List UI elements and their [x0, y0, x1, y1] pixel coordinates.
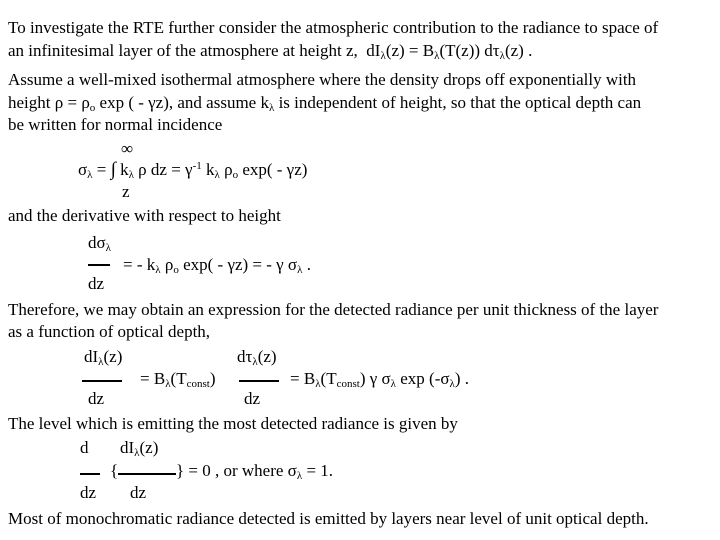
eq-part: (z)	[257, 347, 277, 366]
eq-part: exp( - γz)	[238, 160, 308, 179]
eq-part: } = 0 , or where σ	[176, 461, 297, 480]
eq-part: k	[201, 160, 215, 179]
eq-part: (z)	[139, 438, 159, 457]
radiance-contribution-equation	[366, 41, 532, 60]
eq-sub: λ	[128, 169, 134, 181]
eq-sub: λ	[449, 378, 455, 390]
eq-sub: λ	[252, 356, 258, 368]
fraction-bar	[239, 380, 279, 382]
radiance-final-term	[290, 367, 469, 390]
paragraph-4-line-1: Therefore, we may obtain an expression for the detected radiance per unit thickness of the layer	[8, 300, 659, 319]
eq-part: ) γ σ	[359, 369, 391, 388]
eq-part: ρ dz = γ	[133, 160, 193, 179]
eq-part: .	[302, 255, 311, 274]
paragraph-3-line-1: and the derivative with respect to height	[8, 206, 281, 225]
fraction-bar	[80, 473, 100, 475]
eq-part: exp( - γz) = - γ σ	[178, 255, 298, 274]
inner-derivative-numerator	[120, 436, 158, 459]
text-part: height ρ = ρ	[8, 93, 90, 112]
eq-sub: const	[336, 378, 360, 390]
eq-part: (z)	[103, 347, 123, 366]
eq-sub: λ	[155, 264, 161, 276]
eq-part: (z) .	[504, 41, 533, 60]
eq-sub: o	[232, 169, 239, 181]
eq-sup: -1	[192, 160, 202, 172]
eq-part: = B	[140, 369, 166, 388]
eq-part: ) .	[454, 369, 470, 388]
optical-depth-denominator: dz	[244, 389, 261, 408]
eq-part: )	[209, 369, 216, 388]
eq-sub: λ	[105, 242, 112, 254]
fraction-bar	[82, 380, 122, 382]
eq-part: =	[92, 160, 111, 179]
eq-part: = - k	[123, 255, 156, 274]
eq-sub: λ	[214, 169, 220, 181]
eq-sub: λ	[87, 169, 93, 181]
text-sub: λ	[268, 102, 275, 114]
paragraph-1-line-1: To investigate the RTE further consider the atmospheric contribution to the radiance to space of	[8, 18, 659, 37]
fraction-bar	[118, 473, 176, 475]
derivative-denominator: dz	[88, 274, 105, 293]
eq-part: (T(z)) dτ	[439, 41, 500, 60]
inner-derivative-denominator: dz	[130, 483, 147, 502]
integral-upper-limit: ∞	[121, 139, 134, 158]
eq-sub: λ	[296, 470, 303, 482]
eq-sub: o	[173, 264, 179, 276]
eq-part: ρ	[160, 255, 174, 274]
eq-sub: λ	[499, 50, 505, 62]
eq-part: dσ	[88, 233, 106, 252]
open-brace: {	[110, 461, 119, 480]
eq-sub: λ	[165, 378, 171, 390]
eq-part: (T	[170, 369, 187, 388]
fraction-bar	[88, 264, 110, 266]
eq-sub: λ	[315, 378, 321, 390]
text-part: is independent of height, so that the optical depth can	[274, 93, 642, 112]
eq-sub: λ	[380, 50, 386, 62]
outer-derivative-denominator: dz	[80, 483, 97, 502]
eq-part: ρ	[219, 160, 233, 179]
radiance-numerator	[84, 345, 122, 368]
eq-sub: λ	[434, 50, 440, 62]
integral-lower-limit: z	[122, 182, 130, 201]
eq-sub: λ	[134, 447, 140, 459]
paragraph-4-line-2: as a function of optical depth,	[8, 322, 211, 341]
derivative-numerator	[88, 231, 111, 254]
maximum-condition	[176, 459, 333, 482]
paragraph-1-text: an infinitesimal layer of the atmosphere at height z,	[8, 41, 358, 60]
eq-part: (T	[320, 369, 337, 388]
eq-part: = B	[290, 369, 316, 388]
outer-derivative-numerator: d	[80, 438, 89, 457]
eq-part: dI	[120, 438, 135, 457]
eq-part: σ	[78, 160, 88, 179]
eq-part: dτ	[237, 347, 253, 366]
paragraph-2-line-2	[8, 91, 641, 114]
eq-part: (z) = B	[385, 41, 435, 60]
text-part: exp ( - γz), and assume k	[95, 93, 269, 112]
eq-sub: λ	[98, 356, 104, 368]
paragraph-2-line-1: Assume a well-mixed isothermal atmosphere where the density drops off exponentially with	[8, 70, 637, 89]
paragraph-2-line-3: be written for normal incidence	[8, 115, 223, 134]
eq-sub: const	[186, 378, 210, 390]
eq-part: k	[115, 160, 129, 179]
integral-sign: ∫	[110, 159, 116, 180]
eq-part: dI	[366, 41, 381, 60]
derivative-equation	[123, 253, 311, 276]
paragraph-5-line-1: The level which is emitting the most detected radiance is given by	[8, 414, 458, 433]
radiance-denominator: dz	[88, 389, 105, 408]
paragraph-1-line-2	[8, 39, 532, 62]
optical-depth-equation	[78, 158, 307, 181]
eq-part: exp (-σ	[396, 369, 450, 388]
eq-part: = 1.	[302, 461, 334, 480]
eq-sub: λ	[297, 264, 303, 276]
eq-part: dI	[84, 347, 99, 366]
radiance-middle-term	[140, 367, 215, 390]
text-sub: o	[89, 102, 96, 114]
eq-sub: λ	[390, 378, 396, 390]
optical-depth-numerator	[237, 345, 277, 368]
paragraph-6-line-1: Most of monochromatic radiance detected is emitted by layers near level of unit optical depth.	[8, 509, 649, 528]
